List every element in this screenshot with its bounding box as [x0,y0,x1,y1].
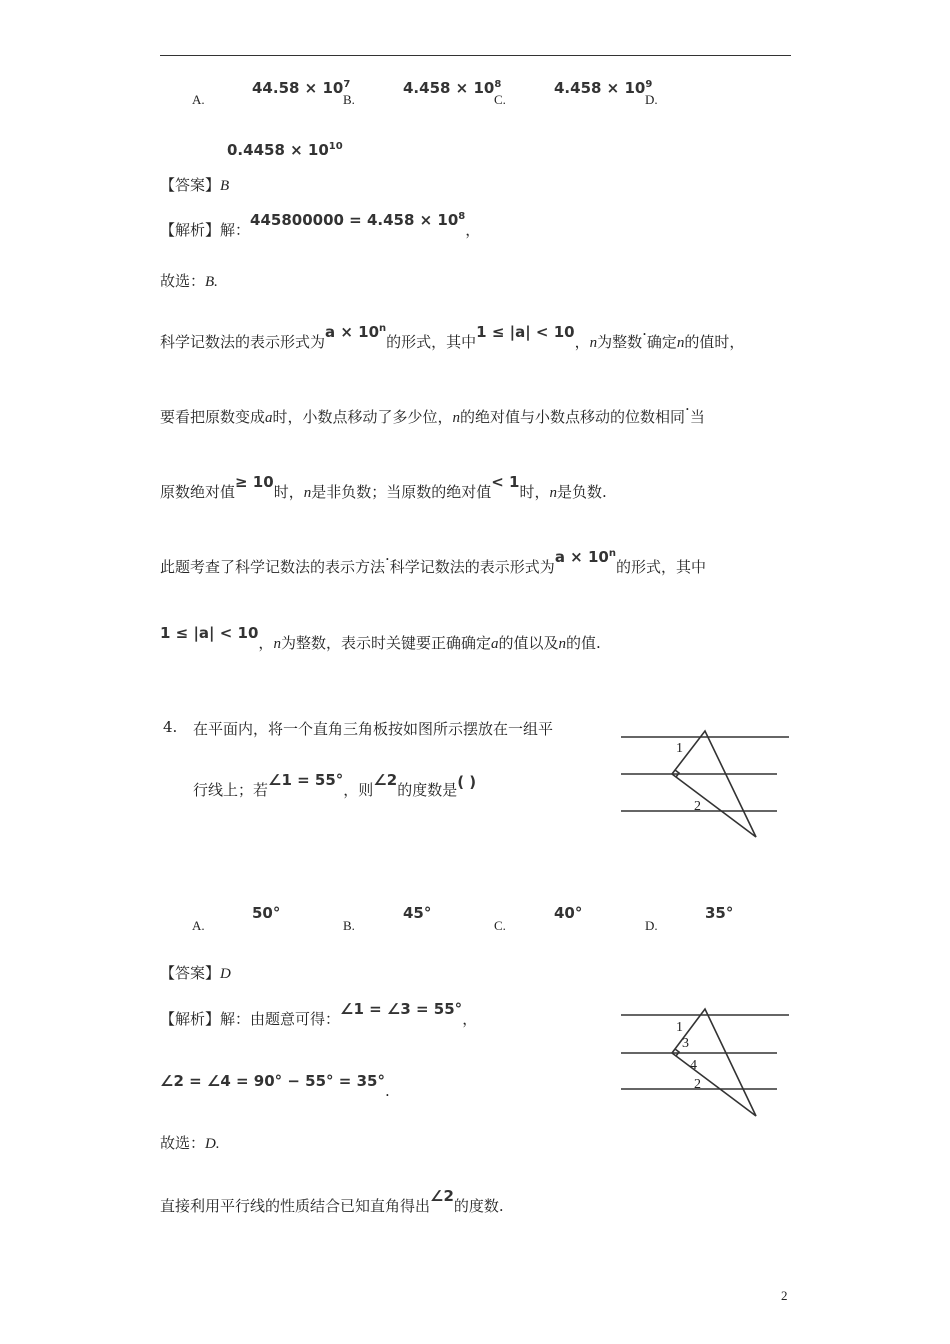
q4-option-a-value: 50° [252,904,281,922]
q3-option-b-letter: B. [343,92,355,107]
q4-option-b-value: 45° [403,904,432,922]
q4-option-d-value: 35° [705,904,734,922]
q3-explain-line-3: 原数绝对值≥ 10时，n是非负数；当原数的绝对值< 1时，n是负数. [160,473,607,501]
q3-explain-line-4: 此题考查了科学记数法的表示方法·科学记数法的表示形式为$a \times 10^n$的形式，其中 [160,548,706,576]
q4-figure [615,725,795,845]
q4-option-d-letter: D. [645,918,658,933]
q3-choose: 故选：B. [160,272,218,290]
q3-option-d-letter: D. [645,92,658,107]
triangle-ruler [672,731,756,837]
fig2-label-1: 1 [676,1020,683,1035]
q4-option-c-letter: C. [494,918,506,933]
q3-explain-line-2: 要看把原数变成a时，小数点移动了多少位，n的绝对值与小数点移动的位数相同·当 [160,400,705,426]
q3-option-c-value: $4.458 \times 10^9$ [554,79,653,97]
q4-stem-line-2: 行线上；若∠1 = 55°，则∠2的度数是( ) [193,771,477,799]
q3-analysis: 【解析】解：$445800000 = 4.458 \times 10^8$， [160,211,481,239]
fig2-label-2: 2 [694,1077,701,1092]
q4-analysis: 【解析】解：由题意可得：∠1 = ∠3 = 55°， [160,1000,478,1028]
q4-choose: 故选：D. [160,1134,220,1152]
page-number: 2 [781,1288,788,1303]
q3-analysis-math: $445800000 = 4.458 \times 10^8$ [250,211,466,229]
q4-analysis-line-2: ∠2 = ∠4 = 90° − 55° = 35°. [160,1072,390,1100]
q4-stem-line-1: 在平面内，将一个直角三角板按如图所示摆放在一组平 [193,720,554,738]
q4-answer: 【答案】D [160,964,231,982]
triangle-ruler [672,1009,756,1116]
q4-number: 4. [163,718,178,736]
q3-option-b-value: $4.458 \times 10^8$ [403,79,502,97]
q4-option-c-value: 40° [554,904,583,922]
q4-option-b-letter: B. [343,918,355,933]
q3-explain-line-5: 1 ≤ |a| < 10，n为整数，表示时关键要正确确定a的值以及n的值. [160,624,601,652]
fig1-label-1: 1 [676,741,683,756]
q3-answer: 【答案】B [160,176,230,194]
header-rule [160,55,791,56]
q3-option-a-letter: A. [192,92,205,107]
q3-explain-line-1: 科学记数法的表示形式为$a \times 10^n$的形式，其中1 ≤ |a| < 10，n为整数·确定n的值时， [160,323,745,351]
fig1-label-2: 2 [694,799,701,814]
q4-option-a-letter: A. [192,918,205,933]
q3-option-c-letter: C. [494,92,506,107]
fig2-label-3: 3 [682,1036,689,1051]
q4-analysis-figure [615,1003,795,1123]
fig2-label-4: 4 [690,1058,697,1073]
q4-summary: 直接利用平行线的性质结合已知直角得出∠2的度数. [160,1187,504,1215]
q3-option-d-value: $0.4458 \times 10^{10}$ [227,141,343,159]
q3-option-a-value: $44.58 \times 10^7$ [252,79,351,97]
